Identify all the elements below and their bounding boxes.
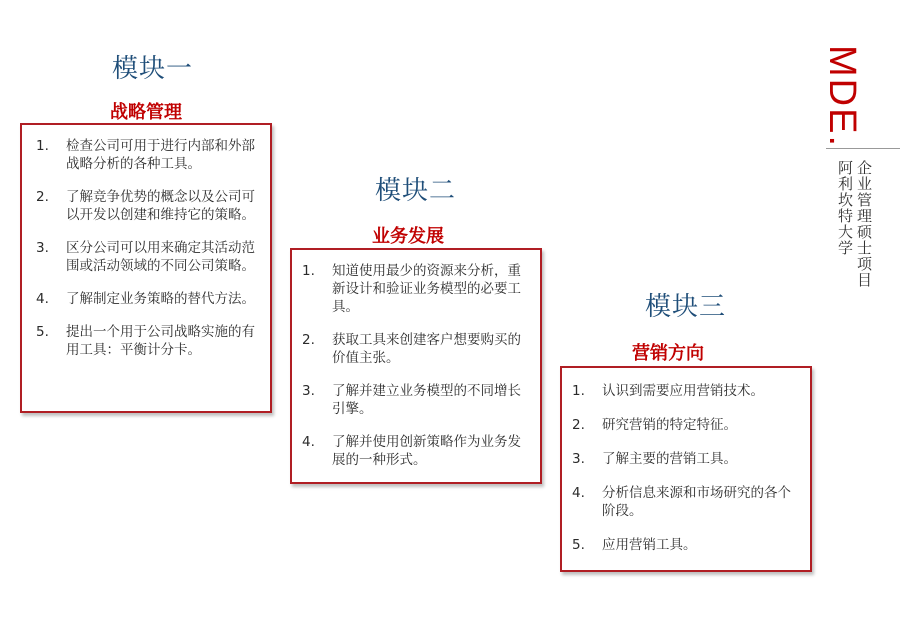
item-number: 5. [572,537,585,553]
item-text: 了解并建立业务模型的不同增长引擎。 [332,383,521,417]
mde-logo: MDE. [821,45,863,148]
brand-divider [826,148,900,149]
module-1-box [20,123,272,413]
item-number: 3. [572,451,585,467]
item-text: 应用营销工具。 [602,537,697,553]
module-1-list [36,137,262,359]
list-item [572,416,802,434]
item-number: 2. [36,189,49,205]
item-number: 1. [36,138,49,154]
item-number: 2. [302,332,315,348]
item-text: 检查公司可用于进行内部和外部战略分析的各种工具。 [66,138,255,172]
item-text: 获取工具来创建客户想要购买的价值主张。 [332,332,521,366]
item-number: 5. [36,324,49,340]
item-text: 了解主要的营销工具。 [602,451,737,467]
module-3-title: 模块三 [645,292,727,322]
item-number: 4. [572,485,585,501]
item-number: 3. [36,240,49,256]
item-number: 2. [572,417,585,433]
item-text: 区分公司可以用来确定其活动范围或活动领域的不同公司策略。 [66,240,255,274]
item-number: 4. [302,434,315,450]
module-2-subtitle: 业务发展 [372,226,444,247]
item-number: 3. [302,383,315,399]
module-3-subtitle: 营销方向 [632,343,704,364]
item-text: 了解制定业务策略的替代方法。 [66,291,255,307]
list-item [302,262,532,316]
module-2-title: 模块二 [375,176,457,206]
program-name: 企业管理硕士项目 [855,160,873,288]
list-item [572,536,802,554]
list-item [302,433,532,469]
university-name: 阿利坎特大学 [836,160,854,256]
item-number: 4. [36,291,49,307]
item-number: 1. [572,383,585,399]
item-text: 认识到需要应用营销技术。 [602,383,764,399]
list-item [36,137,262,173]
item-text: 分析信息来源和市场研究的各个阶段。 [602,485,791,519]
item-text: 知道使用最少的资源来分析，重新设计和验证业务模型的必要工具。 [332,263,521,315]
list-item [572,484,802,520]
list-item [302,382,532,418]
list-item [36,290,262,308]
module-2-box [290,248,542,484]
item-number: 1. [302,263,315,279]
list-item [302,331,532,367]
list-item [36,188,262,224]
item-text: 了解竞争优势的概念以及公司可以开发以创建和维持它的策略。 [66,189,255,223]
list-item [572,450,802,468]
module-2-list [302,262,532,469]
module-3-box [560,366,812,572]
list-item [36,323,262,359]
module-3-list [572,382,802,554]
item-text: 提出一个用于公司战略实施的有用工具：平衡计分卡。 [66,324,255,358]
list-item [572,382,802,400]
list-item [36,239,262,275]
module-1-subtitle: 战略管理 [110,102,182,123]
module-1-title: 模块一 [112,54,194,84]
item-text: 了解并使用创新策略作为业务发展的一种形式。 [332,434,521,468]
item-text: 研究营销的特定特征。 [602,417,737,433]
